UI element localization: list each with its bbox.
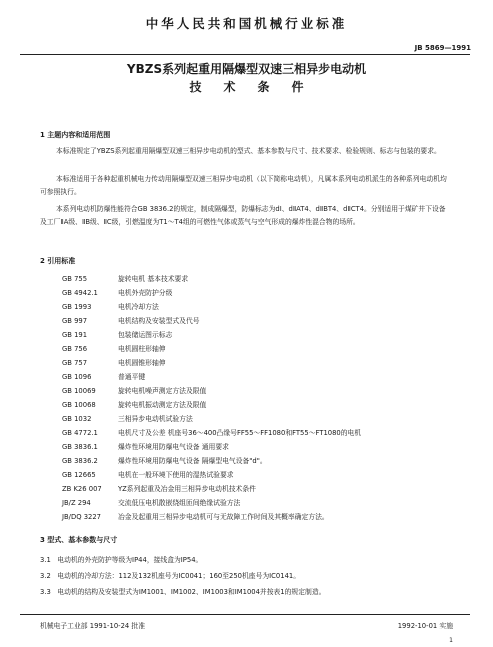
reference-code: JB/DQ 3227 bbox=[62, 513, 101, 521]
reference-code: GB 755 bbox=[62, 275, 88, 283]
clause-text: 电动机的外壳防护等级为IP44，接线盒为IP54。 bbox=[57, 556, 203, 564]
reference-title: 电机圆锥形轴伸 bbox=[118, 359, 166, 367]
reference-title: 电机圆柱形轴伸 bbox=[118, 345, 166, 353]
reference-item bbox=[62, 413, 482, 427]
reference-title: 电机外壳防护分级 bbox=[118, 289, 173, 297]
footer-rule bbox=[20, 614, 470, 615]
section-1-heading: 1 主题内容和适用范围 bbox=[40, 131, 111, 139]
reference-code: GB 10068 bbox=[62, 401, 96, 409]
approval-line: 机械电子工业部 1991-10-24 批准 bbox=[40, 622, 145, 630]
reference-title: YZ系列起重及冶金用三相异步电动机技术条件 bbox=[118, 485, 256, 493]
section-1-paragraph-3: 本系列电动机防爆性能符合GB 3836.2的规定，制成隔爆型，防爆标志为dⅠ、dⅡAT4、dⅡBT4、dⅡCT4。分别适用于煤矿井下设备及工厂ⅡA级、ⅡB级、ⅡC级，引燃温度为T1～T4组的可燃性气体或蒸气与空气形成的爆炸性混合物的场所。 bbox=[40, 205, 446, 226]
reference-code: GB 4942.1 bbox=[62, 289, 98, 297]
clause-number: 3.2 bbox=[40, 572, 51, 580]
reference-item bbox=[62, 399, 482, 413]
document-subtitle: 技术条件 bbox=[189, 80, 326, 94]
reference-code: GB 12665 bbox=[62, 471, 96, 479]
clause-3-2 bbox=[40, 570, 300, 580]
reference-item bbox=[62, 315, 482, 329]
reference-title: 旋转电机 基本技术要求 bbox=[118, 275, 189, 283]
header-rule bbox=[20, 54, 470, 55]
reference-code: GB 757 bbox=[62, 359, 88, 367]
reference-title: 交流低压电机散嵌绕组匝间绝缘试验方法 bbox=[118, 499, 241, 507]
clause-number: 3.1 bbox=[40, 556, 51, 564]
reference-item bbox=[62, 511, 482, 525]
reference-item bbox=[62, 301, 482, 315]
section-1-paragraph-2: 本标准适用于各种起重机械电力传动用隔爆型双速三相异步电动机（以下简称电动机），凡属本系列电动机派生的各种系列电动机均可参照执行。 bbox=[40, 175, 447, 196]
reference-code: GB 1096 bbox=[62, 373, 92, 381]
reference-title: 三相异步电动机试验方法 bbox=[118, 415, 193, 423]
reference-title: 电机在一般环境下使用的湿热试验要求 bbox=[118, 471, 234, 479]
reference-code: GB 1993 bbox=[62, 303, 92, 311]
reference-code: GB 997 bbox=[62, 317, 88, 325]
clause-3-1 bbox=[40, 554, 202, 564]
reference-code: GB 756 bbox=[62, 345, 88, 353]
reference-item bbox=[62, 273, 482, 287]
reference-code: GB 191 bbox=[62, 331, 88, 339]
reference-item bbox=[62, 385, 482, 399]
section-1-paragraph-1: 本标准规定了YBZS系列起重用隔爆型双速三相异步电动机的型式、基本参数与尺寸、技术要求、检验规则、标志与包装的要求。 bbox=[56, 147, 441, 155]
reference-item bbox=[62, 455, 482, 469]
reference-code: GB 10069 bbox=[62, 387, 96, 395]
reference-item bbox=[62, 441, 482, 455]
reference-title: 旋转电机振动测定方法及限值 bbox=[118, 401, 207, 409]
reference-title: 爆炸性环境用防爆电气设备 通用要求 bbox=[118, 443, 229, 451]
reference-code: GB 3836.1 bbox=[62, 443, 98, 451]
reference-item bbox=[62, 427, 482, 441]
reference-title: 电机结构及安装型式及代号 bbox=[118, 317, 200, 325]
reference-code: ZB K26 007 bbox=[62, 485, 102, 493]
standard-number: JB 5869—1991 bbox=[414, 44, 471, 52]
reference-title: 爆炸性环境用防爆电气设备 隔爆型电气设备"d"。 bbox=[118, 457, 267, 465]
reference-item bbox=[62, 469, 482, 483]
reference-item bbox=[62, 329, 482, 343]
reference-code: GB 1032 bbox=[62, 415, 92, 423]
reference-code: JB/Z 294 bbox=[62, 499, 91, 507]
section-2-heading: 2 引用标准 bbox=[40, 257, 76, 265]
reference-title: 旋转电机噪声测定方法及限值 bbox=[118, 387, 207, 395]
clause-3-3 bbox=[40, 586, 325, 596]
page-number: 1 bbox=[449, 637, 453, 644]
reference-title: 普通平键 bbox=[118, 373, 146, 381]
section-3-heading: 3 型式、基本参数与尺寸 bbox=[40, 536, 118, 544]
effective-date: 1992-10-01 实施 bbox=[397, 622, 453, 630]
reference-item bbox=[62, 483, 482, 497]
reference-item bbox=[62, 287, 482, 301]
reference-item bbox=[62, 343, 482, 357]
reference-title: 冶金及起重用三相异步电动机可与无故障工作时间及其概率确定方法。 bbox=[118, 513, 329, 521]
standard-header: 中华人民共和国机械行业标准 bbox=[145, 16, 348, 31]
reference-item bbox=[62, 497, 482, 511]
clause-number: 3.3 bbox=[40, 588, 51, 596]
clause-text: 电动机的结构及安装型式为IM1001、IM1002、IM1003和IM1004并按表1的规定制造。 bbox=[57, 588, 326, 596]
document-title: YBZS系列起重用隔爆型双速三相异步电动机 bbox=[126, 62, 367, 76]
reference-code: GB 3836.2 bbox=[62, 457, 98, 465]
reference-code: GB 4772.1 bbox=[62, 429, 98, 437]
reference-item bbox=[62, 371, 482, 385]
clause-text: 电动机的冷却方法：112及132机座号为IC0041；160至250机座号为IC0141。 bbox=[57, 572, 301, 580]
reference-title: 电机尺寸及公差 机座号36～400凸缘号FF55～FF1080和FT55～FT1080的电机 bbox=[118, 429, 362, 437]
reference-title: 电机冷却方法 bbox=[118, 303, 159, 311]
reference-item bbox=[62, 357, 482, 371]
reference-title: 包装储运图示标志 bbox=[118, 331, 173, 339]
